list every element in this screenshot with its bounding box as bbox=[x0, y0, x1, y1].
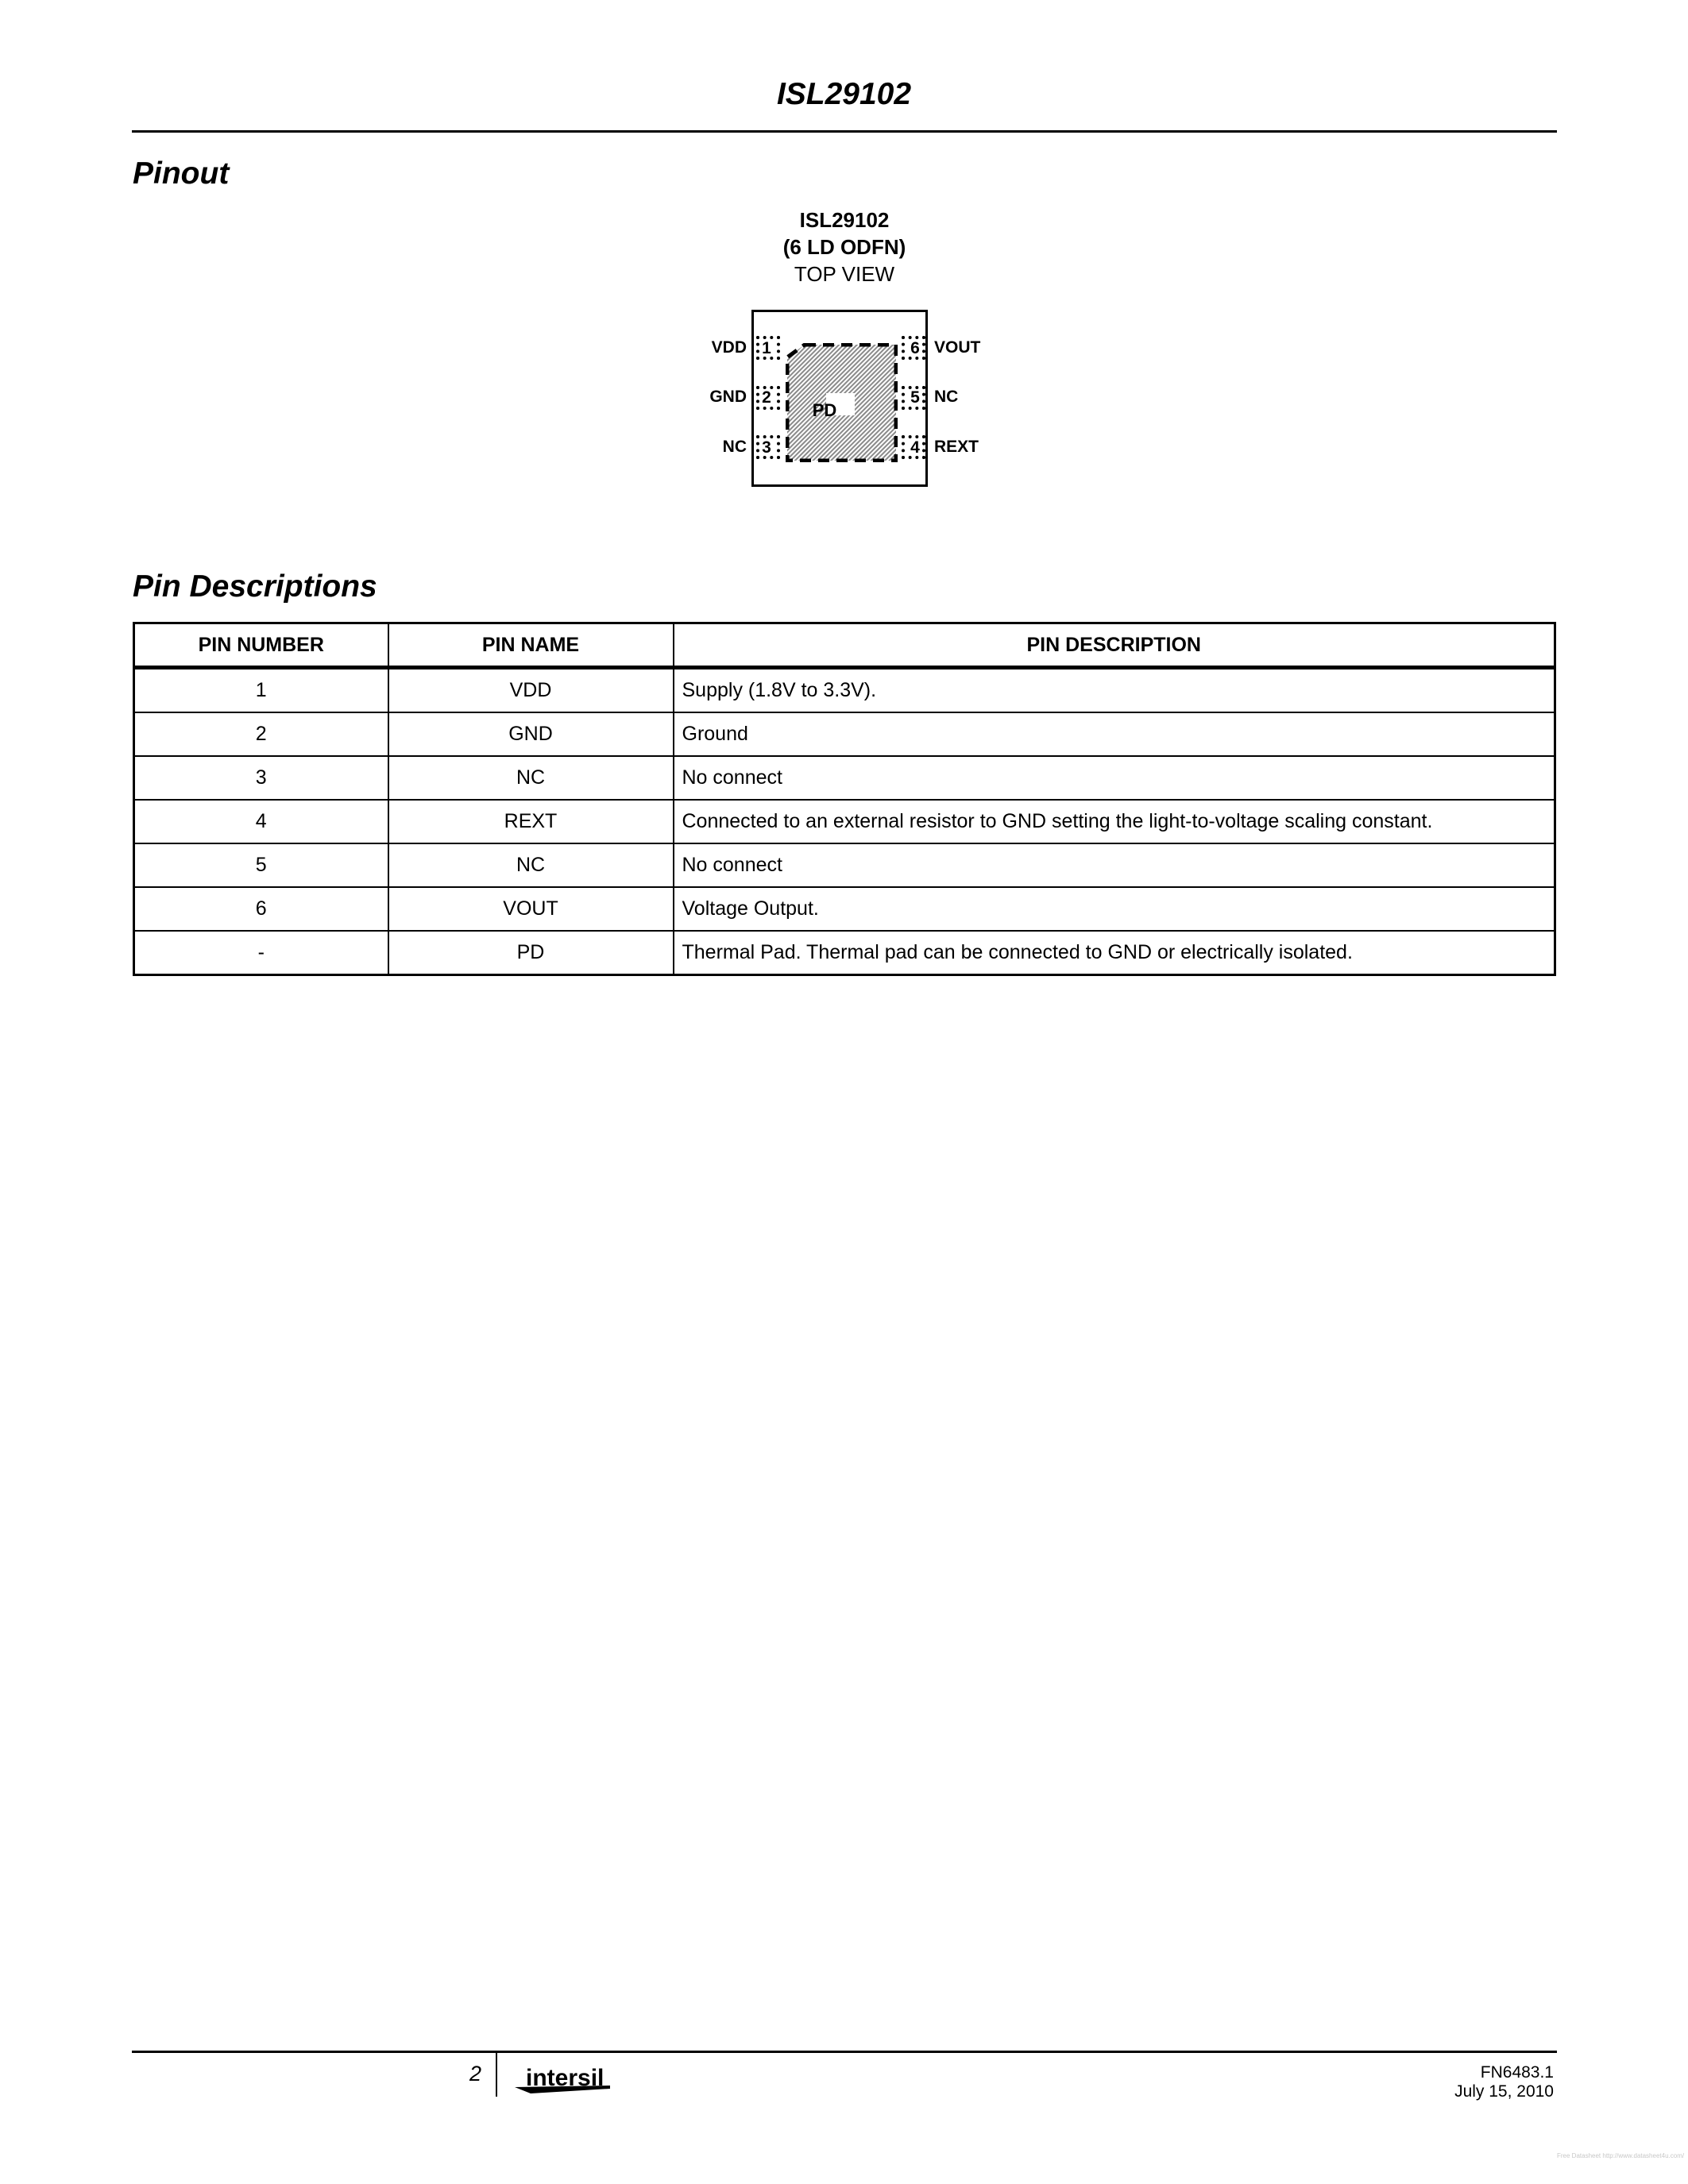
footer-rule bbox=[132, 2051, 1557, 2053]
table-row bbox=[134, 756, 1555, 800]
watermark-text: Free Datasheet http://www.datasheet4u.com/ bbox=[1557, 2152, 1685, 2159]
footer-doc-info bbox=[1350, 2063, 1554, 2101]
pin-description-cell: Connected to an external resistor to GND setting the light-to-voltage scaling constant. bbox=[674, 800, 1555, 843]
pin-number-cell: 4 bbox=[134, 800, 388, 843]
pad-number-5: 5 bbox=[910, 388, 920, 407]
column-header-pin-number: PIN NUMBER bbox=[134, 623, 388, 668]
pad-number-4: 4 bbox=[910, 438, 920, 457]
column-header-pin-description: PIN DESCRIPTION bbox=[674, 623, 1555, 668]
pin-description-cell: Ground bbox=[674, 712, 1555, 756]
pin-descriptions-heading: Pin Descriptions bbox=[133, 569, 377, 604]
table-row bbox=[134, 843, 1555, 887]
pin-label-vout: VOUT bbox=[934, 338, 981, 357]
table-row bbox=[134, 712, 1555, 756]
header-rule bbox=[132, 130, 1557, 133]
package-type: (6 LD ODFN) bbox=[782, 235, 906, 259]
package-part-number: ISL29102 bbox=[799, 208, 890, 232]
pin-description-cell: Thermal Pad. Thermal pad can be connected to GND or electrically isolated. bbox=[674, 931, 1555, 975]
table-row bbox=[134, 800, 1555, 843]
pin-description-cell: No connect bbox=[674, 843, 1555, 887]
package-caption bbox=[715, 206, 974, 287]
pin-label-vdd: VDD bbox=[711, 338, 747, 357]
document-title: ISL29102 bbox=[776, 77, 912, 111]
pad-number-1: 1 bbox=[762, 339, 771, 357]
pin-label-nc-3: NC bbox=[722, 438, 747, 456]
document-date: July 15, 2010 bbox=[1454, 2082, 1554, 2101]
table-header-row bbox=[134, 623, 1555, 668]
svg-text:intersil: intersil bbox=[526, 2065, 605, 2091]
table-row bbox=[134, 931, 1555, 975]
pin-description-cell: Supply (1.8V to 3.3V). bbox=[674, 668, 1555, 713]
pin-label-rext: REXT bbox=[934, 438, 979, 456]
pin-name-cell: VDD bbox=[388, 668, 674, 713]
pin-number-cell: 6 bbox=[134, 887, 388, 931]
pad-number-2: 2 bbox=[762, 388, 771, 407]
thermal-pad-label: PD bbox=[812, 400, 837, 420]
pin-number-cell: 2 bbox=[134, 712, 388, 756]
table-row bbox=[134, 887, 1555, 931]
intersil-logo-icon bbox=[515, 2063, 651, 2098]
package-view: TOP VIEW bbox=[794, 262, 895, 286]
pin-descriptions-table bbox=[133, 622, 1556, 976]
page-number: 2 bbox=[469, 2062, 481, 2086]
pin-number-cell: 1 bbox=[134, 668, 388, 713]
package-outline bbox=[751, 310, 928, 487]
pin-name-cell: REXT bbox=[388, 800, 674, 843]
pin-name-cell: NC bbox=[388, 756, 674, 800]
pin-number-cell: 5 bbox=[134, 843, 388, 887]
pin-name-cell: PD bbox=[388, 931, 674, 975]
table-row bbox=[134, 668, 1555, 713]
pin-number-cell: 3 bbox=[134, 756, 388, 800]
pad-number-3: 3 bbox=[762, 438, 771, 457]
pin-description-cell: No connect bbox=[674, 756, 1555, 800]
pin-name-cell: GND bbox=[388, 712, 674, 756]
pin-name-cell: NC bbox=[388, 843, 674, 887]
pin-label-nc-5: NC bbox=[934, 388, 959, 406]
pin-name-cell: VOUT bbox=[388, 887, 674, 931]
pin-description-cell: Voltage Output. bbox=[674, 887, 1555, 931]
pin-number-cell: - bbox=[134, 931, 388, 975]
pin-label-gnd: GND bbox=[709, 388, 747, 406]
pinout-heading: Pinout bbox=[133, 156, 230, 191]
column-header-pin-name: PIN NAME bbox=[388, 623, 674, 668]
document-number: FN6483.1 bbox=[1480, 2063, 1554, 2082]
footer-divider bbox=[496, 2053, 497, 2097]
pad-number-6: 6 bbox=[910, 339, 920, 357]
